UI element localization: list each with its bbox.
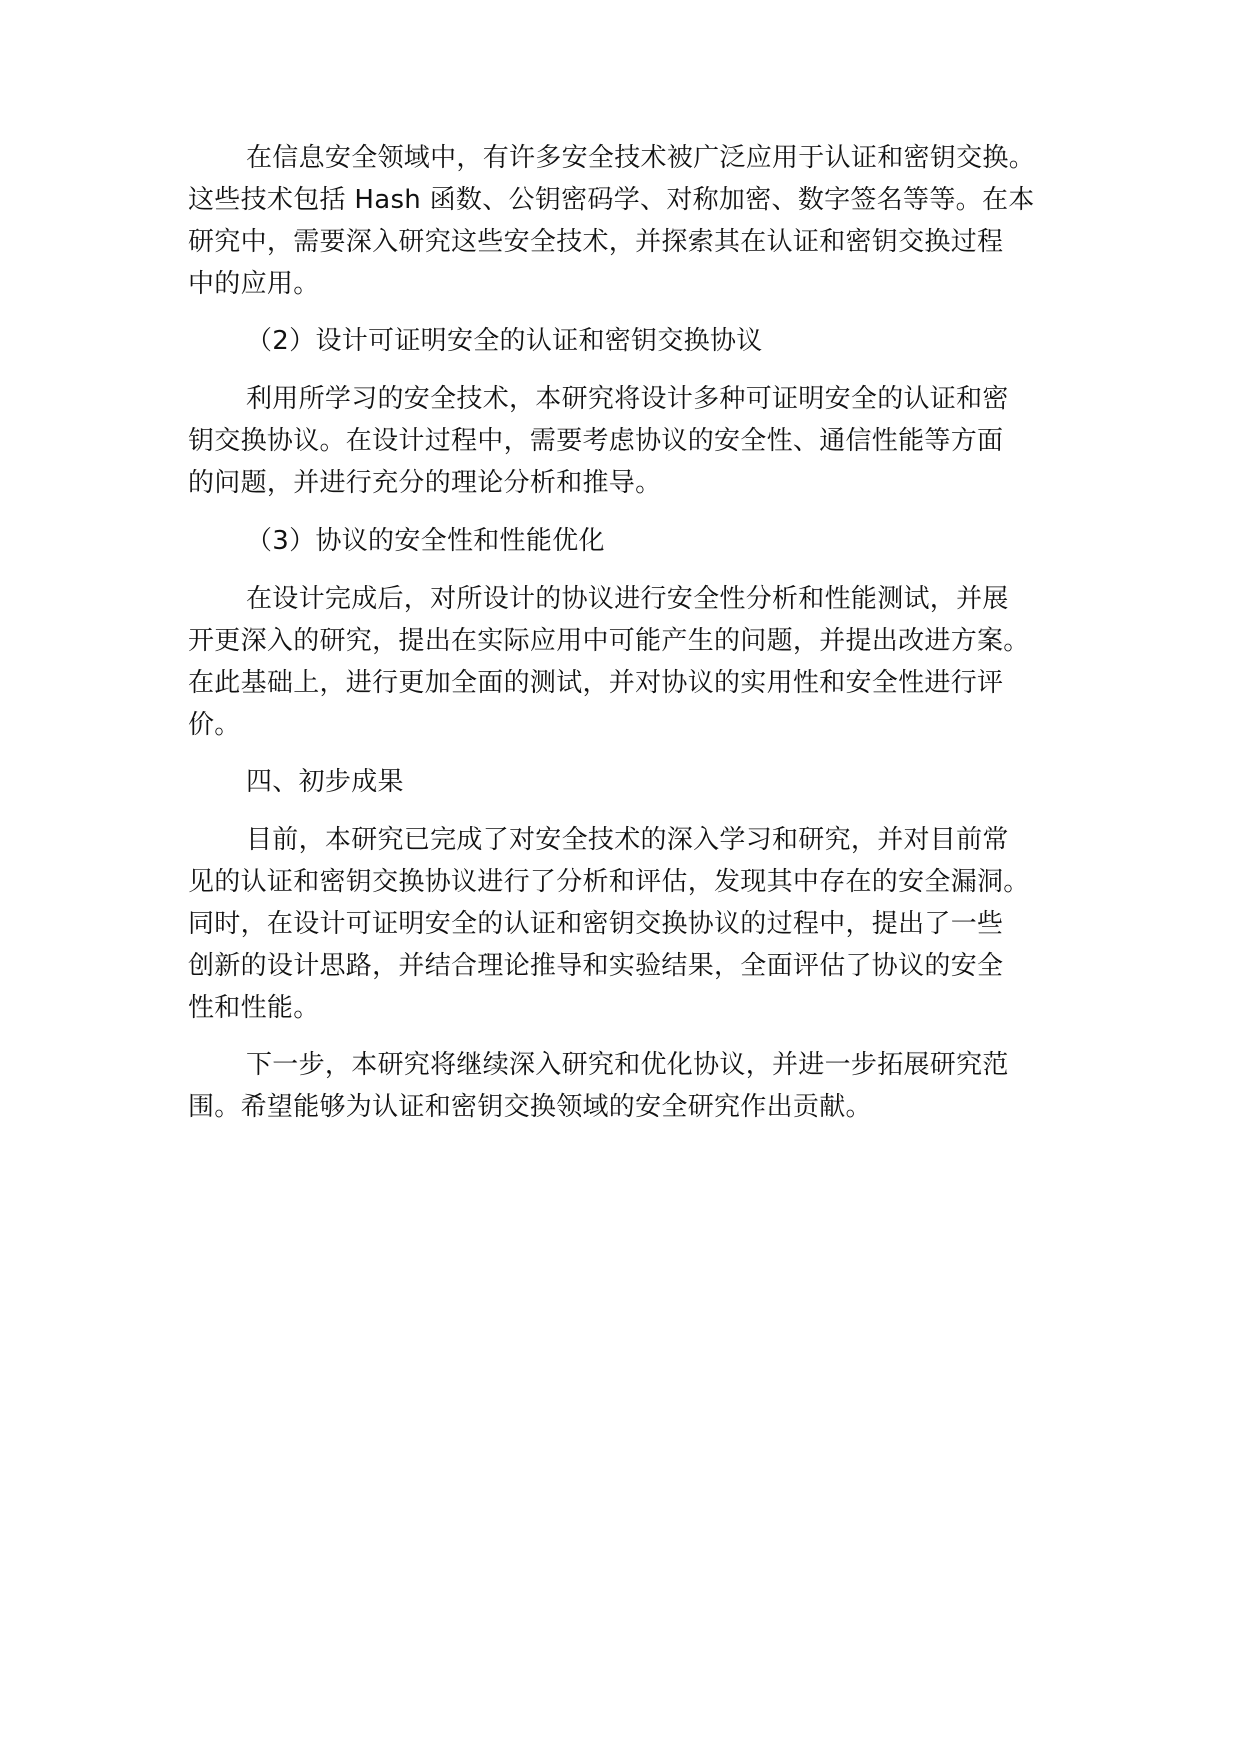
text-line: 价。 bbox=[188, 710, 241, 740]
section-heading-2: （2）设计可证明安全的认证和密钥交换协议 bbox=[246, 326, 763, 356]
text-line: 这些技术包括 Hash 函数、公钥密码学、对称加密、数字签名等等。在本 bbox=[188, 185, 1035, 215]
text-line: 利用所学习的安全技术，本研究将设计多种可证明安全的认证和密 bbox=[246, 384, 1009, 414]
text-line: 钥交换协议。在设计过程中，需要考虑协议的安全性、通信性能等方面 bbox=[188, 426, 1004, 456]
text-line: 围。希望能够为认证和密钥交换领域的安全研究作出贡献。 bbox=[188, 1092, 872, 1122]
text-line: 见的认证和密钥交换协议进行了分析和评估，发现其中存在的安全漏洞。 bbox=[188, 867, 1030, 897]
text-line: 创新的设计思路，并结合理论推导和实验结果，全面评估了协议的安全 bbox=[188, 951, 1004, 981]
text-line: 目前，本研究已完成了对安全技术的深入学习和研究，并对目前常 bbox=[246, 825, 1009, 855]
text-line: 中的应用。 bbox=[188, 269, 320, 299]
text-line: 下一步，本研究将继续深入研究和优化协议，并进一步拓展研究范 bbox=[246, 1050, 1009, 1080]
text-line: 在此基础上，进行更加全面的测试，并对协议的实用性和安全性进行评 bbox=[188, 668, 1004, 698]
text-line: 同时，在设计可证明安全的认证和密钥交换协议的过程中，提出了一些 bbox=[188, 909, 1004, 939]
section-heading-4: 四、初步成果 bbox=[246, 767, 404, 797]
text-line: 开更深入的研究，提出在实际应用中可能产生的问题，并提出改进方案。 bbox=[188, 626, 1030, 656]
text-line: 在设计完成后，对所设计的协议进行安全性分析和性能测试，并展 bbox=[246, 584, 1009, 614]
text-line: 研究中，需要深入研究这些安全技术，并探索其在认证和密钥交换过程 bbox=[188, 227, 1004, 257]
text-line: 的问题，并进行充分的理论分析和推导。 bbox=[188, 468, 662, 498]
text-line: 在信息安全领域中，有许多安全技术被广泛应用于认证和密钥交换。 bbox=[246, 143, 1036, 173]
section-heading-3: （3）协议的安全性和性能优化 bbox=[246, 526, 605, 556]
text-line: 性和性能。 bbox=[188, 993, 320, 1023]
